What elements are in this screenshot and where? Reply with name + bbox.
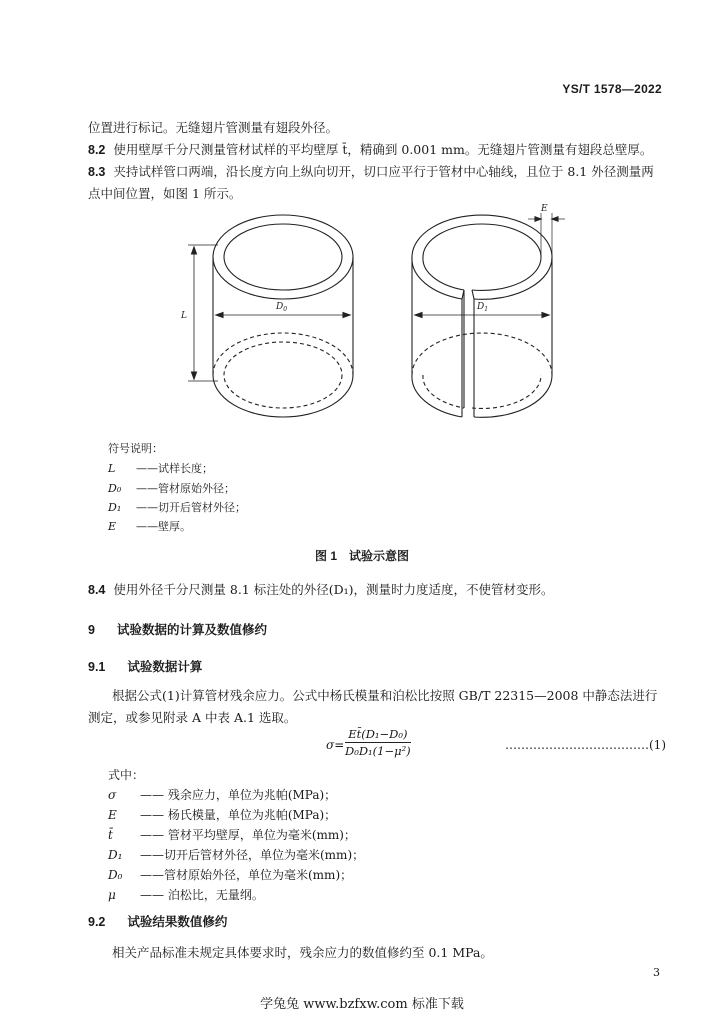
legend-item	[108, 499, 246, 515]
legend-symbol: E	[108, 520, 117, 533]
section-9-2-heading	[88, 912, 227, 930]
section-9-1-heading	[88, 657, 202, 675]
clause-text: 夹持试样管口两端，沿长度方向上纵向切开，切口应平行于管材中心轴线，且位于 8.1 外径测量两	[113, 164, 654, 179]
e-dimension	[528, 213, 565, 257]
figure-test-diagram	[150, 195, 580, 425]
legend-symbol: L	[108, 462, 116, 475]
where-title: 式中：	[108, 768, 145, 782]
legend-item	[108, 518, 191, 534]
legend-desc: ——壁厚。	[136, 520, 191, 533]
section-number: 9	[88, 623, 95, 637]
variable-item	[108, 866, 352, 883]
paragraph-9-1: 根据公式(1)计算管材残余应力。公式中杨氏模量和泊松比按照 GB/T 22315—2008 中静态法进行	[112, 688, 658, 703]
clause-number: 8.4	[88, 583, 106, 597]
variable-item	[108, 886, 264, 903]
legend-desc: ——切开后管材外径；	[136, 501, 246, 514]
variable-symbol: σ	[108, 788, 117, 802]
clause-8-4	[88, 580, 554, 598]
variable-item	[108, 826, 356, 843]
clause-number: 8.2	[88, 143, 106, 157]
clause-8-3-cont: 点中间位置，如图 1 所示。	[88, 186, 242, 201]
slit-tube	[412, 215, 552, 417]
legend-item	[108, 460, 213, 476]
section-number: 9.2	[88, 915, 106, 929]
variable-item	[108, 786, 336, 803]
legend-symbol: D₀	[108, 482, 122, 495]
variable-symbol: t̄	[108, 828, 113, 842]
variable-desc: —— 杨氏模量，单位为兆帕(MPa)；	[140, 808, 337, 822]
legend-item	[108, 480, 235, 496]
d0-dimension	[216, 313, 350, 318]
variable-symbol: μ	[108, 888, 116, 902]
clause-text: 使用外径千分尺测量 8.1 标注处的外径(D₁)，测量时力度适度，不使管材变形。	[113, 582, 554, 597]
intact-tube	[213, 215, 353, 417]
variable-symbol: D₁	[108, 848, 123, 862]
clause-number: 8.3	[88, 165, 106, 179]
standard-code: YS/T 1578—2022	[562, 82, 662, 96]
formula-lhs: σ=	[326, 738, 345, 752]
variable-desc: ——切开后管材外径，单位为毫米(mm)；	[140, 848, 365, 862]
section-title: 试验结果数值修约	[127, 915, 228, 929]
section-9-heading	[88, 620, 267, 638]
clause-text: 使用壁厚千分尺测量管材试样的平均壁厚 t̄，精确到 0.001 mm。无缝翅片管测量有翅段总壁厚。	[113, 142, 653, 157]
variable-desc: —— 泊松比，无量纲。	[140, 888, 264, 902]
formula-numerator: Et̄(D₁−D₀)	[345, 727, 411, 743]
figure-caption: 图 1 试验示意图	[314, 549, 409, 563]
clause-8-3	[88, 162, 654, 180]
variable-desc: ——管材原始外径，单位为毫米(mm)；	[140, 868, 353, 882]
legend-title: 符号说明：	[108, 442, 163, 455]
legend-desc: ——试样长度；	[136, 462, 213, 475]
section-title: 试验数据的计算及数值修约	[116, 623, 267, 637]
paragraph-9-2: 相关产品标准未规定具体要求时，残余应力的数值修约至 0.1 MPa。	[112, 945, 493, 960]
footer-watermark: 学兔兔 www.bzfxw.com 标准下载	[260, 997, 464, 1012]
label-D1: $D_1$	[477, 302, 489, 313]
legend-desc: ——管材原始外径；	[136, 482, 235, 495]
label-D0: $D_0$	[276, 302, 288, 313]
variable-symbol: E	[108, 808, 117, 822]
clause-8-2	[88, 140, 652, 158]
formula-fraction	[345, 727, 411, 758]
variable-item	[108, 806, 336, 823]
variable-desc: —— 管材平均壁厚，单位为毫米(mm)；	[140, 828, 356, 842]
paragraph-top: 位置进行标记。无缝翅片管测量有翅段外径。	[88, 120, 339, 135]
label-L: L	[181, 311, 187, 321]
page-number: 3	[653, 966, 660, 979]
variable-item	[108, 846, 364, 863]
section-number: 9.1	[88, 660, 106, 674]
formula-denominator: D₀D₁(1−μ²)	[345, 744, 411, 758]
variable-desc: —— 残余应力，单位为兆帕(MPa)；	[140, 788, 337, 802]
d1-dimension	[415, 313, 549, 318]
section-title: 试验数据计算	[127, 660, 203, 674]
variable-symbol: D₀	[108, 868, 123, 882]
paragraph-9-1-cont: 测定，或参见附录 A 中表 A.1 选取。	[88, 710, 297, 725]
formula-number: ………………………………(1)	[505, 738, 666, 752]
label-E: E	[541, 204, 548, 214]
legend-symbol: D₁	[108, 501, 122, 514]
